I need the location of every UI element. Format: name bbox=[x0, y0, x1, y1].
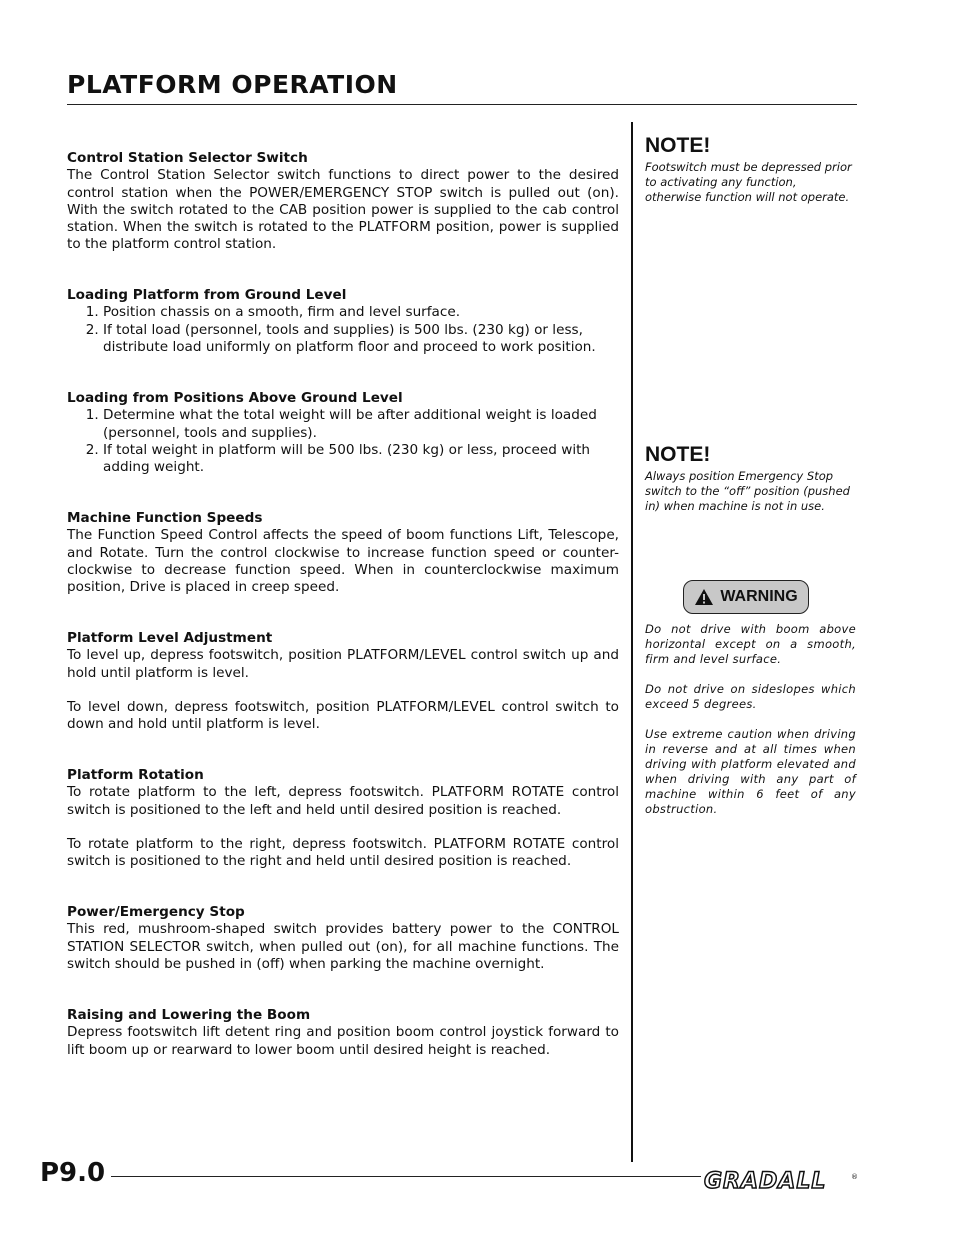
list-item: 2. If total load (personnel, tools and supplies) is 500 lbs. (230 kg) or less, distribute load uniformly on platform floor and proceed to work position. bbox=[103, 322, 619, 357]
footer-divider bbox=[111, 1176, 701, 1177]
note-text: Always position Emergency Stop switch to the “off” position (pushed in) when machine is not in use. bbox=[645, 469, 850, 513]
note-title: NOTE! bbox=[645, 443, 711, 466]
section-body: The Control Station Selector switch functions to direct power to the desired control station when the POWER/EMERGENCY STOP switch is pulled out (on). With the switch rotated to the CAB position power is supplied to the cab control station. When the switch is rotated to the PLATFORM position, power is supplied to the platform control station. bbox=[67, 167, 619, 253]
warning-paragraph: Do not drive with boom above horizontal except on a smooth, firm and level surface. bbox=[645, 622, 856, 666]
list-item: 1. Position chassis on a smooth, firm and level surface. bbox=[103, 304, 619, 321]
section-heading: Loading from Positions Above Ground Level bbox=[67, 390, 403, 406]
note-box bbox=[645, 443, 856, 514]
warning-text bbox=[645, 622, 856, 817]
warning-paragraph: Use extreme caution when driving in reverse and at all times when driving with platform elevated and when driving with any part of machine within 6 feet of any obstruction. bbox=[645, 727, 856, 816]
section-heading: Raising and Lowering the Boom bbox=[67, 1007, 311, 1023]
section-heading: Platform Level Adjustment bbox=[67, 630, 273, 646]
section-rotation bbox=[67, 767, 619, 871]
numbered-list bbox=[67, 407, 619, 476]
section-body: To rotate platform to the right, depress footswitch. PLATFORM ROTATE control switch is positioned to the right and held until desired position is reached. bbox=[67, 836, 619, 870]
section-loading-ground bbox=[67, 287, 619, 356]
numbered-list bbox=[67, 304, 619, 356]
section-loading-above bbox=[67, 390, 619, 476]
section-power-stop bbox=[67, 904, 619, 973]
section-heading: Power/Emergency Stop bbox=[67, 904, 245, 920]
section-heading: Platform Rotation bbox=[67, 767, 204, 783]
warning-label: WARNING bbox=[720, 588, 798, 605]
registered-mark: ® bbox=[851, 1173, 858, 1181]
section-heading: Machine Function Speeds bbox=[67, 510, 263, 526]
brand-logo: GRADALL bbox=[704, 1169, 827, 1194]
section-function-speeds bbox=[67, 510, 619, 596]
note-title: NOTE! bbox=[645, 134, 711, 157]
section-body: Depress footswitch lift detent ring and position boom control joystick forward to lift boom up or rearward to lower boom until desired height is reached. bbox=[67, 1024, 619, 1058]
warning-triangle-icon bbox=[694, 588, 714, 606]
list-item: 1. Determine what the total weight will be after additional weight is loaded (personnel, tools and supplies). bbox=[103, 407, 619, 442]
section-body: To level up, depress footswitch, position PLATFORM/LEVEL control switch up and hold until platform is level. bbox=[67, 647, 619, 681]
column-divider bbox=[631, 122, 633, 1162]
note-text: Footswitch must be depressed prior to activating any function, otherwise function will not operate. bbox=[645, 160, 852, 204]
section-body: The Function Speed Control affects the speed of boom functions Lift, Telescope, and Rotate. Turn the control clockwise to increase function speed or counter-clockwise to decrease function speed. When in counterclockwise maximum position, Drive is placed in creep speed. bbox=[67, 527, 619, 596]
section-level-adjustment bbox=[67, 630, 619, 734]
section-body: To level down, depress footswitch, position PLATFORM/LEVEL control switch to down and hold until platform is level. bbox=[67, 699, 619, 733]
warning-paragraph: Do not drive on sideslopes which exceed 5 degrees. bbox=[645, 682, 856, 711]
warning-badge bbox=[683, 580, 809, 614]
title-divider bbox=[67, 104, 857, 105]
section-heading: Loading Platform from Ground Level bbox=[67, 287, 347, 303]
section-control-station bbox=[67, 150, 619, 254]
list-item: 2. If total weight in platform will be 500 lbs. (230 kg) or less, proceed with adding weight. bbox=[103, 442, 619, 477]
section-boom bbox=[67, 1007, 619, 1059]
note-box bbox=[645, 134, 856, 205]
page-title: PLATFORM OPERATION bbox=[67, 70, 398, 99]
section-body: This red, mushroom-shaped switch provides battery power to the CONTROL STATION SELECTOR switch, when pulled out (on), for all machine functions. The switch should be pushed in (off) when parking the machine overnight. bbox=[67, 921, 619, 972]
page-number: P9.0 bbox=[40, 1158, 106, 1188]
section-heading: Control Station Selector Switch bbox=[67, 150, 308, 166]
section-body: To rotate platform to the left, depress footswitch. PLATFORM ROTATE control switch is positioned to the left and held until desired position is reached. bbox=[67, 784, 619, 818]
